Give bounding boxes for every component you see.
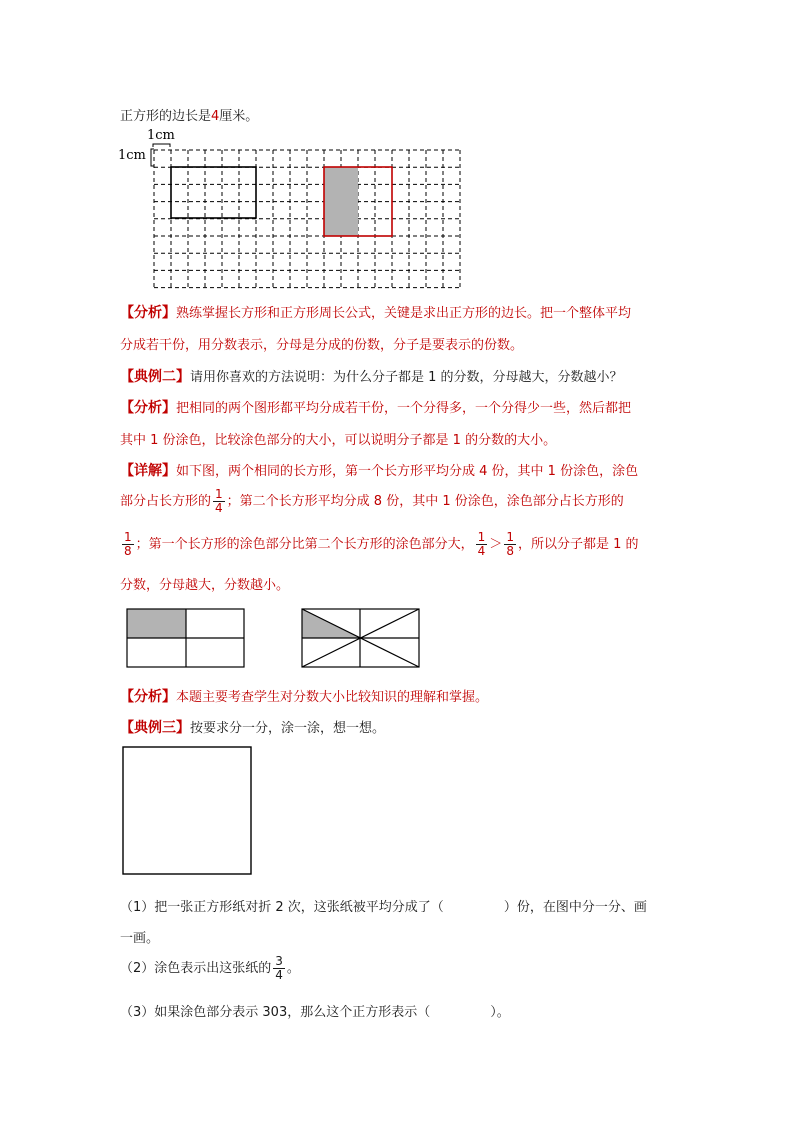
question3-line (120, 1001, 510, 1020)
analysis2-text-1: 把相同的两个图形都平均分成若干份，一个分得多，一个分得少一些，然后都把 (176, 401, 632, 416)
blank-square-figure (122, 746, 254, 876)
question1-line2: 一画。 (120, 931, 160, 946)
fraction-three-quarters (273, 955, 285, 982)
fraction-one-eighth (122, 531, 134, 558)
grid-figure (115, 125, 475, 290)
dashed-grid (154, 150, 460, 288)
example3-question: 按要求分一分，涂一涂，想一想。 (190, 721, 386, 736)
analysis2-tag: 【分析】 (120, 400, 176, 416)
analysis3-line (120, 686, 488, 706)
intro-value: 4 (211, 109, 220, 124)
detail-line3 (120, 531, 639, 558)
question1-text-a: （1）把一张正方形纸对折 2 次，这张纸被平均分成了（ (120, 900, 444, 915)
intro-text-before: 正方形的边长是 (120, 109, 212, 124)
brace-top (153, 144, 170, 147)
example3-tag: 【典例三】 (120, 720, 190, 736)
fraction-denominator: 4 (477, 544, 486, 558)
square-outline (123, 747, 251, 874)
fraction-numerator: 1 (506, 530, 514, 544)
fraction-numerator: 3 (275, 954, 283, 968)
example2-tag: 【典例二】 (120, 369, 190, 385)
greater-than-sign: ＞ (489, 537, 503, 552)
quarter-shaded-part (127, 609, 186, 638)
label-1cm-top: 1cm (147, 128, 175, 143)
fraction-numerator: 1 (477, 530, 486, 544)
fraction-denominator: 8 (506, 544, 514, 558)
analysis3-text: 本题主要考查学生对分数大小比较知识的理解和掌握。 (176, 690, 489, 705)
example3-line (120, 717, 385, 737)
detail-text-1: 如下图，两个相同的长方形，第一个长方形平均分成 4 份，其中 1 份涂色，涂色 (176, 464, 639, 479)
intro-text-after: 厘米。 (219, 109, 259, 124)
rectangle-eighth-figure (301, 608, 421, 670)
black-rectangle (171, 167, 256, 218)
fraction-denominator: 4 (275, 968, 283, 982)
example2-line (120, 366, 623, 386)
question3-text-a: （3）如果涂色部分表示 303，那么这个正方形表示（ (120, 1005, 431, 1020)
shaded-column (324, 167, 358, 236)
analysis1-text-1: 熟练掌握长方形和正方形周长公式，关键是求出正方形的边长。把一个整体平均 (176, 306, 632, 321)
detail-line2 (120, 488, 624, 515)
analysis1-tag: 【分析】 (120, 305, 176, 321)
analysis2-line1 (120, 397, 631, 417)
detail-line1 (120, 460, 638, 480)
fraction-numerator: 1 (124, 530, 132, 544)
detail-tag: 【详解】 (120, 463, 176, 479)
question1-text-b: ）份，在图中分一分、画 (503, 900, 647, 915)
detail-text-2a: 部分占长方形的 (120, 494, 212, 509)
question2-text-b: 。 (286, 961, 300, 976)
label-1cm-left: 1cm (118, 148, 146, 163)
fraction-denominator: 8 (124, 544, 132, 558)
fraction-denominator: 4 (215, 501, 223, 515)
fraction-one-quarter (213, 488, 225, 515)
detail-text-3b: ，所以分子都是 1 的 (517, 537, 639, 552)
intro-line (120, 105, 258, 124)
analysis2-line2: 其中 1 份涂色，比较涂色部分的大小，可以说明分子都是 1 的分数的大小。 (120, 433, 557, 448)
detail-text-2b: ；第二个长方形平均分成 8 份，其中 1 份涂色，涂色部分占长方形的 (226, 494, 624, 509)
question2-line (120, 955, 300, 982)
fraction-one-eighth-compare (504, 531, 516, 558)
detail-text-3a: ；第一个长方形的涂色部分比第二个长方形的涂色部分大， (135, 537, 474, 552)
fraction-one-quarter-compare (476, 531, 488, 558)
rectangle-quarter-figure (126, 608, 246, 670)
question2-text-a: （2）涂色表示出这张纸的 (120, 961, 272, 976)
detail-line4: 分数，分母越大，分数越小。 (120, 578, 290, 593)
fraction-numerator: 1 (215, 487, 223, 501)
analysis1-line2: 分成若干份，用分数表示，分母是分成的份数，分子是要表示的份数。 (120, 338, 524, 353)
example2-question: 请用你喜欢的方法说明：为什么分子都是 1 的分数，分母越大，分数越小？ (190, 370, 623, 385)
question3-text-b: ）。 (490, 1005, 510, 1020)
analysis1-line1 (120, 302, 631, 322)
question1-line1 (120, 896, 647, 915)
analysis3-tag: 【分析】 (120, 689, 176, 705)
